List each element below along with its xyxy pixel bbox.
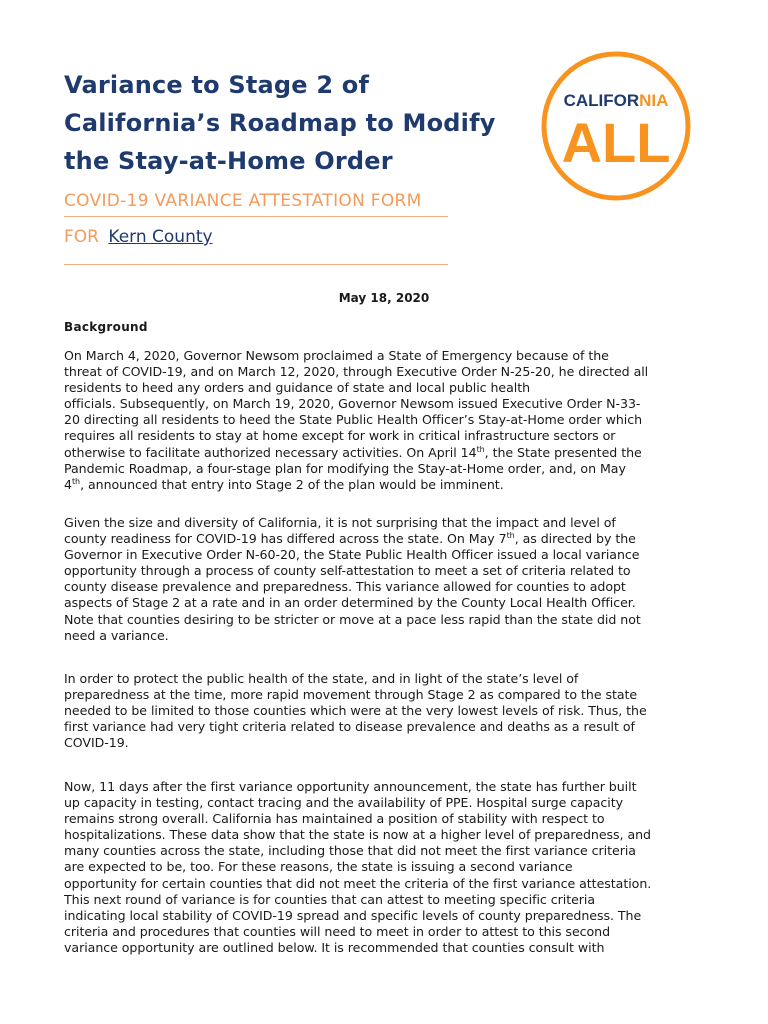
text-line: Note that counties desiring to be stricter or move at a pace less rapid than the state did not <box>64 611 641 627</box>
paragraph-3 <box>64 671 686 751</box>
text-line: Given the size and diversity of California, it is not surprising that the impact and level of <box>64 515 616 530</box>
text-line: criteria and procedures that counties will need to meet in order to attest to this second <box>64 923 611 939</box>
text-line: Pandemic Roadmap, a four-stage plan for modifying the Stay-at-Home order, and, on May <box>64 460 626 476</box>
text-line: residents to heed any orders and guidance of state and local public health <box>64 380 531 396</box>
text-line: 20 directing all residents to heed the State Public Health Officer’s Stay-at-Home order which <box>64 412 643 428</box>
text-line: county disease prevalence and preparedness. This variance allowed for counties to adopt <box>64 579 626 595</box>
text-segment: , the State presented the <box>484 444 642 460</box>
text-segment: , as directed by the <box>514 531 636 547</box>
text-line: In order to protect the public health of the state, and in light of the state’s level of <box>64 671 579 686</box>
superscript: th <box>506 530 515 540</box>
text-segment: otherwise to facilitate authorized necessary activities. On April 14 <box>64 444 477 460</box>
title-line-1: Variance to Stage 2 of <box>64 71 370 99</box>
logo-big-word: ALL <box>561 111 671 174</box>
text-line: variance opportunity are outlined below. It is recommended that counties consult with <box>64 939 605 955</box>
text-line: COVID-19. <box>64 735 129 751</box>
county-line <box>64 227 213 247</box>
text-line: threat of COVID-19, and on March 12, 2020, through Executive Order N-25-20, he directed all <box>64 364 649 380</box>
logo-top-word <box>564 91 669 110</box>
text-line: remains strong overall. California has maintained a position of stability with respect to <box>64 811 605 827</box>
text-line: indicating local stability of COVID-19 spread and specific levels of county preparedness. The <box>64 907 642 923</box>
text-line <box>64 445 686 461</box>
divider-rule <box>64 264 448 265</box>
text-line: opportunity for certain counties that did not meet the criteria of the first variance attestation. <box>64 875 652 891</box>
text-line: opportunity through a process of county self-attestation to meet a set of criteria related to <box>64 563 631 579</box>
text-line: Now, 11 days after the first variance opportunity announcement, the state has further built <box>64 779 637 794</box>
title-line-2: California’s Roadmap to Modify <box>64 109 496 137</box>
text-line: Governor in Executive Order N-60-20, the State Public Health Officer issued a local variance <box>64 547 640 563</box>
paragraph-4 <box>64 779 686 956</box>
text-line: need a variance. <box>64 627 169 643</box>
text-line: aspects of Stage 2 at a rate and in an order determined by the County Local Health Officer. <box>64 595 636 611</box>
text-line: On March 4, 2020, Governor Newsom proclaimed a State of Emergency because of the <box>64 348 609 363</box>
document-date: May 18, 2020 <box>338 291 430 305</box>
text-line: hospitalizations. These data show that the state is now at a higher level of preparedness, and <box>64 827 651 843</box>
text-segment: 4 <box>64 476 72 492</box>
text-line: requires all residents to stay at home except for work in critical infrastructure sectors or <box>64 428 616 444</box>
text-line: many counties across the state, including those that did not meet the first variance criteria <box>64 843 636 859</box>
text-line: preparedness at the time, more rapid movement through Stage 2 as compared to the state <box>64 687 638 703</box>
section-heading: Background <box>64 320 148 334</box>
text-line: are expected to be, too. For these reasons, the state is issuing a second variance <box>64 859 573 875</box>
logo-word-b: NIA <box>639 91 669 110</box>
logo-word-a: CALIFOR <box>563 91 640 110</box>
text-line: officials. Subsequently, on March 19, 2020, Governor Newsom issued Executive Order N-33- <box>64 396 641 412</box>
superscript: th <box>476 444 485 454</box>
county-name: Kern County <box>108 227 213 247</box>
text-line: needed to be limited to those counties which were at the very lowest levels of risk. Thus, the <box>64 703 647 719</box>
paragraph-2 <box>64 515 686 644</box>
text-line: first variance had very tight criteria related to disease prevalence and deaths as a result of <box>64 719 635 735</box>
text-line <box>64 531 686 547</box>
document-title <box>64 66 544 180</box>
text-line: up capacity in testing, contact tracing and the availability of PPE. Hospital surge capacity <box>64 795 624 811</box>
superscript: th <box>71 476 81 486</box>
paragraph-1 <box>64 348 686 493</box>
title-line-3: the Stay-at-Home Order <box>64 147 393 175</box>
form-subtitle: COVID-19 VARIANCE ATTESTATION FORM <box>64 191 422 211</box>
text-segment: county readiness for COVID-19 has differed across the state. On May 7 <box>64 531 507 547</box>
text-line: This next round of variance is for counties that can attest to meeting specific criteria <box>64 891 596 907</box>
text-segment: , announced that entry into Stage 2 of the plan would be imminent. <box>80 476 504 492</box>
text-line <box>64 477 686 493</box>
divider-rule <box>64 216 448 217</box>
california-all-logo <box>540 50 692 202</box>
for-label: FOR <box>64 227 99 247</box>
